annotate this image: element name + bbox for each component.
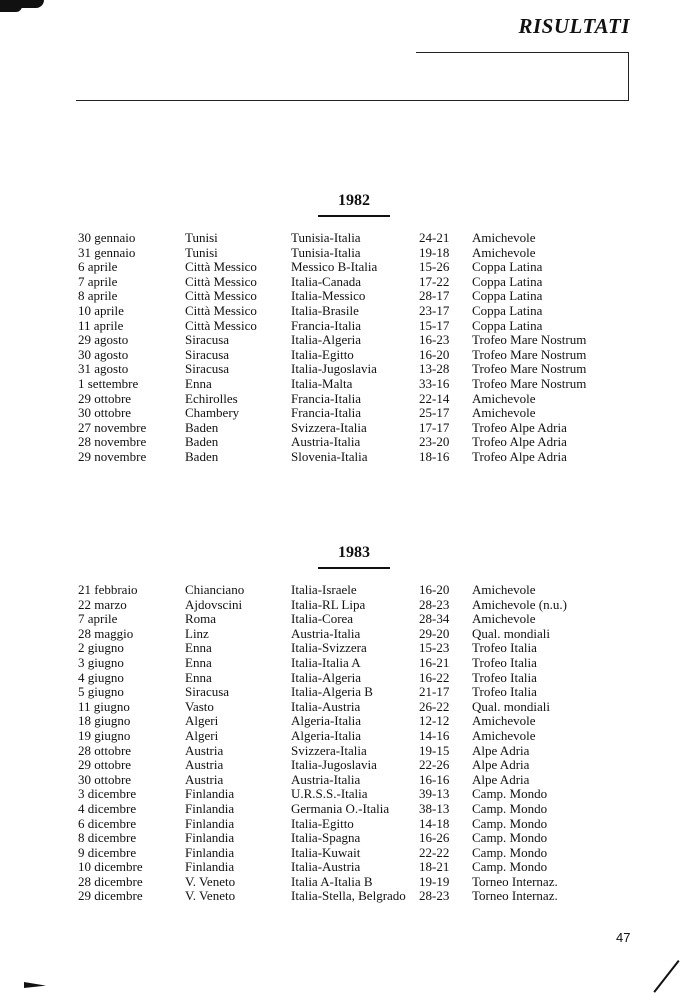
match-score: 19-19 — [419, 873, 450, 889]
match-score: 16-16 — [419, 771, 450, 787]
match-teams: Italia-Stella, Belgrado — [291, 888, 406, 904]
match-date: 4 dicembre — [78, 800, 137, 816]
match-teams: Italia-Italia A — [291, 654, 361, 670]
scan-mark — [653, 960, 679, 993]
match-event: Trofeo Mare Nostrum — [472, 332, 587, 348]
match-event: Trofeo Mare Nostrum — [472, 375, 587, 391]
match-event: Camp. Mondo — [472, 859, 548, 875]
match-date: 9 dicembre — [78, 844, 137, 860]
match-score: 33-16 — [419, 375, 450, 391]
match-event: Amichevole — [472, 713, 536, 729]
match-city: Finlandia — [185, 815, 235, 831]
match-score: 38-13 — [419, 800, 450, 816]
match-score: 17-22 — [419, 273, 450, 289]
match-date: 3 dicembre — [78, 786, 137, 802]
match-event: Trofeo Italia — [472, 654, 537, 670]
match-city: Ajdovscini — [185, 596, 243, 612]
match-event: Camp. Mondo — [472, 786, 548, 802]
match-city: Città Messico — [185, 273, 257, 289]
match-teams: Italia-Messico — [291, 288, 366, 304]
match-score: 23-20 — [419, 434, 450, 450]
match-date: 6 dicembre — [78, 815, 137, 831]
match-score: 16-20 — [419, 346, 450, 362]
match-teams: Svizzera-Italia — [291, 742, 367, 758]
match-event: Amichevole — [472, 405, 536, 421]
page-header-title: RISULTATI — [518, 14, 630, 38]
match-event: Trofeo Alpe Adria — [472, 434, 567, 450]
match-score: 16-20 — [419, 582, 450, 597]
match-date: 4 giugno — [78, 669, 124, 685]
match-date: 30 agosto — [78, 346, 129, 362]
match-score: 21-17 — [419, 684, 450, 700]
year-heading: 1983 — [318, 544, 390, 569]
match-teams: Svizzera-Italia — [291, 419, 367, 435]
match-event: Camp. Mondo — [472, 830, 548, 846]
match-date: 8 dicembre — [78, 830, 137, 846]
match-date: 21 febbraio — [78, 582, 138, 597]
match-city: Baden — [185, 434, 219, 450]
match-score: 25-17 — [419, 405, 450, 421]
match-city: Finlandia — [185, 830, 235, 846]
match-score: 26-22 — [419, 698, 450, 714]
match-teams: Tunisia-Italia — [291, 230, 361, 245]
match-city: Finlandia — [185, 786, 235, 802]
match-city: Enna — [185, 669, 212, 685]
match-city: Chambery — [185, 405, 240, 421]
match-score: 16-26 — [419, 830, 450, 846]
match-teams: Italia-Egitto — [291, 815, 354, 831]
match-score: 39-13 — [419, 786, 450, 802]
match-event: Alpe Adria — [472, 742, 530, 758]
match-city: Tunisi — [185, 244, 218, 260]
match-city: Città Messico — [185, 317, 257, 333]
match-date: 3 giugno — [78, 654, 124, 670]
match-date: 1 settembre — [78, 375, 139, 391]
match-event: Trofeo Italia — [472, 684, 537, 700]
match-date: 10 aprile — [78, 302, 124, 318]
match-teams: Italia-Brasile — [291, 302, 359, 318]
match-city: Baden — [185, 419, 219, 435]
match-score: 16-22 — [419, 669, 450, 685]
match-event: Alpe Adria — [472, 757, 530, 773]
match-score: 17-17 — [419, 419, 450, 435]
match-event: Coppa Latina — [472, 317, 543, 333]
match-event: Amichevole — [472, 230, 536, 245]
match-date: 19 giugno — [78, 727, 131, 743]
match-city: Enna — [185, 640, 212, 656]
match-teams: Tunisia-Italia — [291, 244, 361, 260]
match-date: 22 marzo — [78, 596, 127, 612]
match-teams: Italia-Austria — [291, 859, 361, 875]
match-score: 16-21 — [419, 654, 450, 670]
match-event: Torneo Internaz. — [472, 888, 558, 904]
match-city: Finlandia — [185, 800, 235, 816]
match-event: Qual. mondiali — [472, 698, 550, 714]
match-city: Chianciano — [185, 582, 245, 597]
match-date: 29 ottobre — [78, 390, 132, 406]
match-teams: U.R.S.S.-Italia — [291, 786, 368, 802]
match-date: 18 giugno — [78, 713, 131, 729]
match-city: Baden — [185, 448, 219, 464]
match-teams: Austria-Italia — [291, 771, 361, 787]
match-city: V. Veneto — [185, 873, 236, 889]
match-teams: Italia-Algeria B — [291, 684, 373, 700]
match-date: 28 maggio — [78, 625, 134, 641]
match-event: Amichevole (n.u.) — [472, 596, 567, 612]
match-date: 27 novembre — [78, 419, 147, 435]
match-date: 2 giugno — [78, 640, 124, 656]
match-event: Coppa Latina — [472, 273, 543, 289]
match-city: Tunisi — [185, 230, 218, 245]
match-city: Città Messico — [185, 302, 257, 318]
match-teams: Italia-Spagna — [291, 830, 361, 846]
match-date: 10 dicembre — [78, 859, 143, 875]
match-event: Coppa Latina — [472, 302, 543, 318]
match-score: 13-28 — [419, 361, 450, 377]
match-city: Siracusa — [185, 332, 230, 348]
match-city: Austria — [185, 771, 224, 787]
match-city: Siracusa — [185, 361, 230, 377]
match-score: 16-23 — [419, 332, 450, 348]
match-city: Algeri — [185, 713, 219, 729]
match-date: 11 aprile — [78, 317, 124, 333]
match-city: Vasto — [185, 698, 214, 714]
match-event: Trofeo Mare Nostrum — [472, 346, 587, 362]
match-date: 11 giugno — [78, 698, 130, 714]
match-teams: Italia-Jugoslavia — [291, 757, 377, 773]
match-score: 19-15 — [419, 742, 450, 758]
match-date: 29 dicembre — [78, 888, 143, 904]
match-teams: Italia-Austria — [291, 698, 361, 714]
match-teams: Italia-Svizzera — [291, 640, 367, 656]
match-event: Amichevole — [472, 582, 536, 597]
match-score: 28-17 — [419, 288, 450, 304]
match-score: 24-21 — [419, 230, 450, 245]
match-event: Amichevole — [472, 390, 536, 406]
match-teams: Italia-RL Lipa — [291, 596, 366, 612]
match-date: 7 aprile — [78, 611, 118, 627]
match-score: 15-26 — [419, 259, 450, 275]
match-teams: Italia-Algeria — [291, 669, 362, 685]
match-teams: Italia-Egitto — [291, 346, 354, 362]
match-event: Coppa Latina — [472, 259, 543, 275]
match-city: Enna — [185, 375, 212, 391]
match-event: Amichevole — [472, 727, 536, 743]
match-city: Linz — [185, 625, 209, 641]
match-city: Enna — [185, 654, 212, 670]
match-teams: Austria-Italia — [291, 625, 361, 641]
match-city: Siracusa — [185, 346, 230, 362]
scan-mark — [0, 6, 22, 12]
header-rule — [76, 100, 629, 101]
match-date: 28 dicembre — [78, 873, 143, 889]
match-teams: Algeria-Italia — [291, 727, 362, 743]
match-teams: Italia-Kuwait — [291, 844, 361, 860]
match-event: Camp. Mondo — [472, 800, 548, 816]
match-city: Algeri — [185, 727, 219, 743]
match-date: 31 gennaio — [78, 244, 136, 260]
header-decorative-box — [416, 52, 629, 101]
match-score: 28-34 — [419, 611, 450, 627]
match-teams: Francia-Italia — [291, 390, 362, 406]
match-event: Trofeo Italia — [472, 669, 537, 685]
match-teams: Italia-Algeria — [291, 332, 362, 348]
match-score: 28-23 — [419, 596, 450, 612]
match-date: 29 novembre — [78, 448, 147, 464]
match-date: 30 ottobre — [78, 771, 132, 787]
match-score: 18-16 — [419, 448, 450, 464]
match-score: 22-26 — [419, 757, 450, 773]
match-date: 7 aprile — [78, 273, 118, 289]
match-score: 29-20 — [419, 625, 450, 641]
match-teams: Francia-Italia — [291, 317, 362, 333]
match-teams: Austria-Italia — [291, 434, 361, 450]
match-event: Trofeo Mare Nostrum — [472, 361, 587, 377]
match-city: V. Veneto — [185, 888, 236, 904]
match-event: Trofeo Italia — [472, 640, 537, 656]
match-city: Roma — [185, 611, 217, 627]
match-date: 31 agosto — [78, 361, 129, 377]
match-score: 23-17 — [419, 302, 450, 318]
match-event: Camp. Mondo — [472, 815, 548, 831]
match-event: Amichevole — [472, 244, 536, 260]
match-teams: Italia-Malta — [291, 375, 353, 391]
match-city: Echirolles — [185, 390, 238, 406]
match-event: Amichevole — [472, 611, 536, 627]
match-city: Finlandia — [185, 844, 235, 860]
match-date: 28 novembre — [78, 434, 147, 450]
match-date: 30 ottobre — [78, 405, 132, 421]
match-score: 14-18 — [419, 815, 450, 831]
match-date: 6 aprile — [78, 259, 118, 275]
match-score: 22-22 — [419, 844, 450, 860]
match-teams: Italia-Israele — [291, 582, 357, 597]
match-date: 30 gennaio — [78, 230, 136, 245]
match-teams: Italia A-Italia B — [291, 873, 373, 889]
match-score: 14-16 — [419, 727, 450, 743]
match-event: Coppa Latina — [472, 288, 543, 304]
match-score: 15-23 — [419, 640, 450, 656]
match-score: 15-17 — [419, 317, 450, 333]
match-teams: Italia-Canada — [291, 273, 362, 289]
match-event: Trofeo Alpe Adria — [472, 448, 567, 464]
match-event: Qual. mondiali — [472, 625, 550, 641]
match-city: Austria — [185, 757, 224, 773]
match-event: Camp. Mondo — [472, 844, 548, 860]
match-date: 29 ottobre — [78, 757, 132, 773]
match-city: Austria — [185, 742, 224, 758]
match-date: 29 agosto — [78, 332, 129, 348]
match-teams: Francia-Italia — [291, 405, 362, 421]
match-date: 5 giugno — [78, 684, 124, 700]
match-city: Città Messico — [185, 259, 257, 275]
match-date: 28 ottobre — [78, 742, 132, 758]
match-teams: Messico B-Italia — [291, 259, 378, 275]
match-event: Trofeo Alpe Adria — [472, 419, 567, 435]
match-event: Torneo Internaz. — [472, 873, 558, 889]
match-city: Città Messico — [185, 288, 257, 304]
page-number: 47 — [616, 930, 631, 945]
match-score: 19-18 — [419, 244, 450, 260]
match-teams: Italia-Jugoslavia — [291, 361, 377, 377]
year-heading: 1982 — [318, 192, 390, 217]
match-date: 8 aprile — [78, 288, 118, 304]
match-teams: Italia-Corea — [291, 611, 354, 627]
match-score: 12-12 — [419, 713, 450, 729]
match-teams: Germania O.-Italia — [291, 800, 390, 816]
match-score: 28-23 — [419, 888, 450, 904]
match-city: Finlandia — [185, 859, 235, 875]
match-teams: Slovenia-Italia — [291, 448, 368, 464]
match-city: Siracusa — [185, 684, 230, 700]
match-score: 18-21 — [419, 859, 450, 875]
match-score: 22-14 — [419, 390, 450, 406]
match-event: Alpe Adria — [472, 771, 530, 787]
scan-mark — [24, 982, 46, 988]
match-teams: Algeria-Italia — [291, 713, 362, 729]
